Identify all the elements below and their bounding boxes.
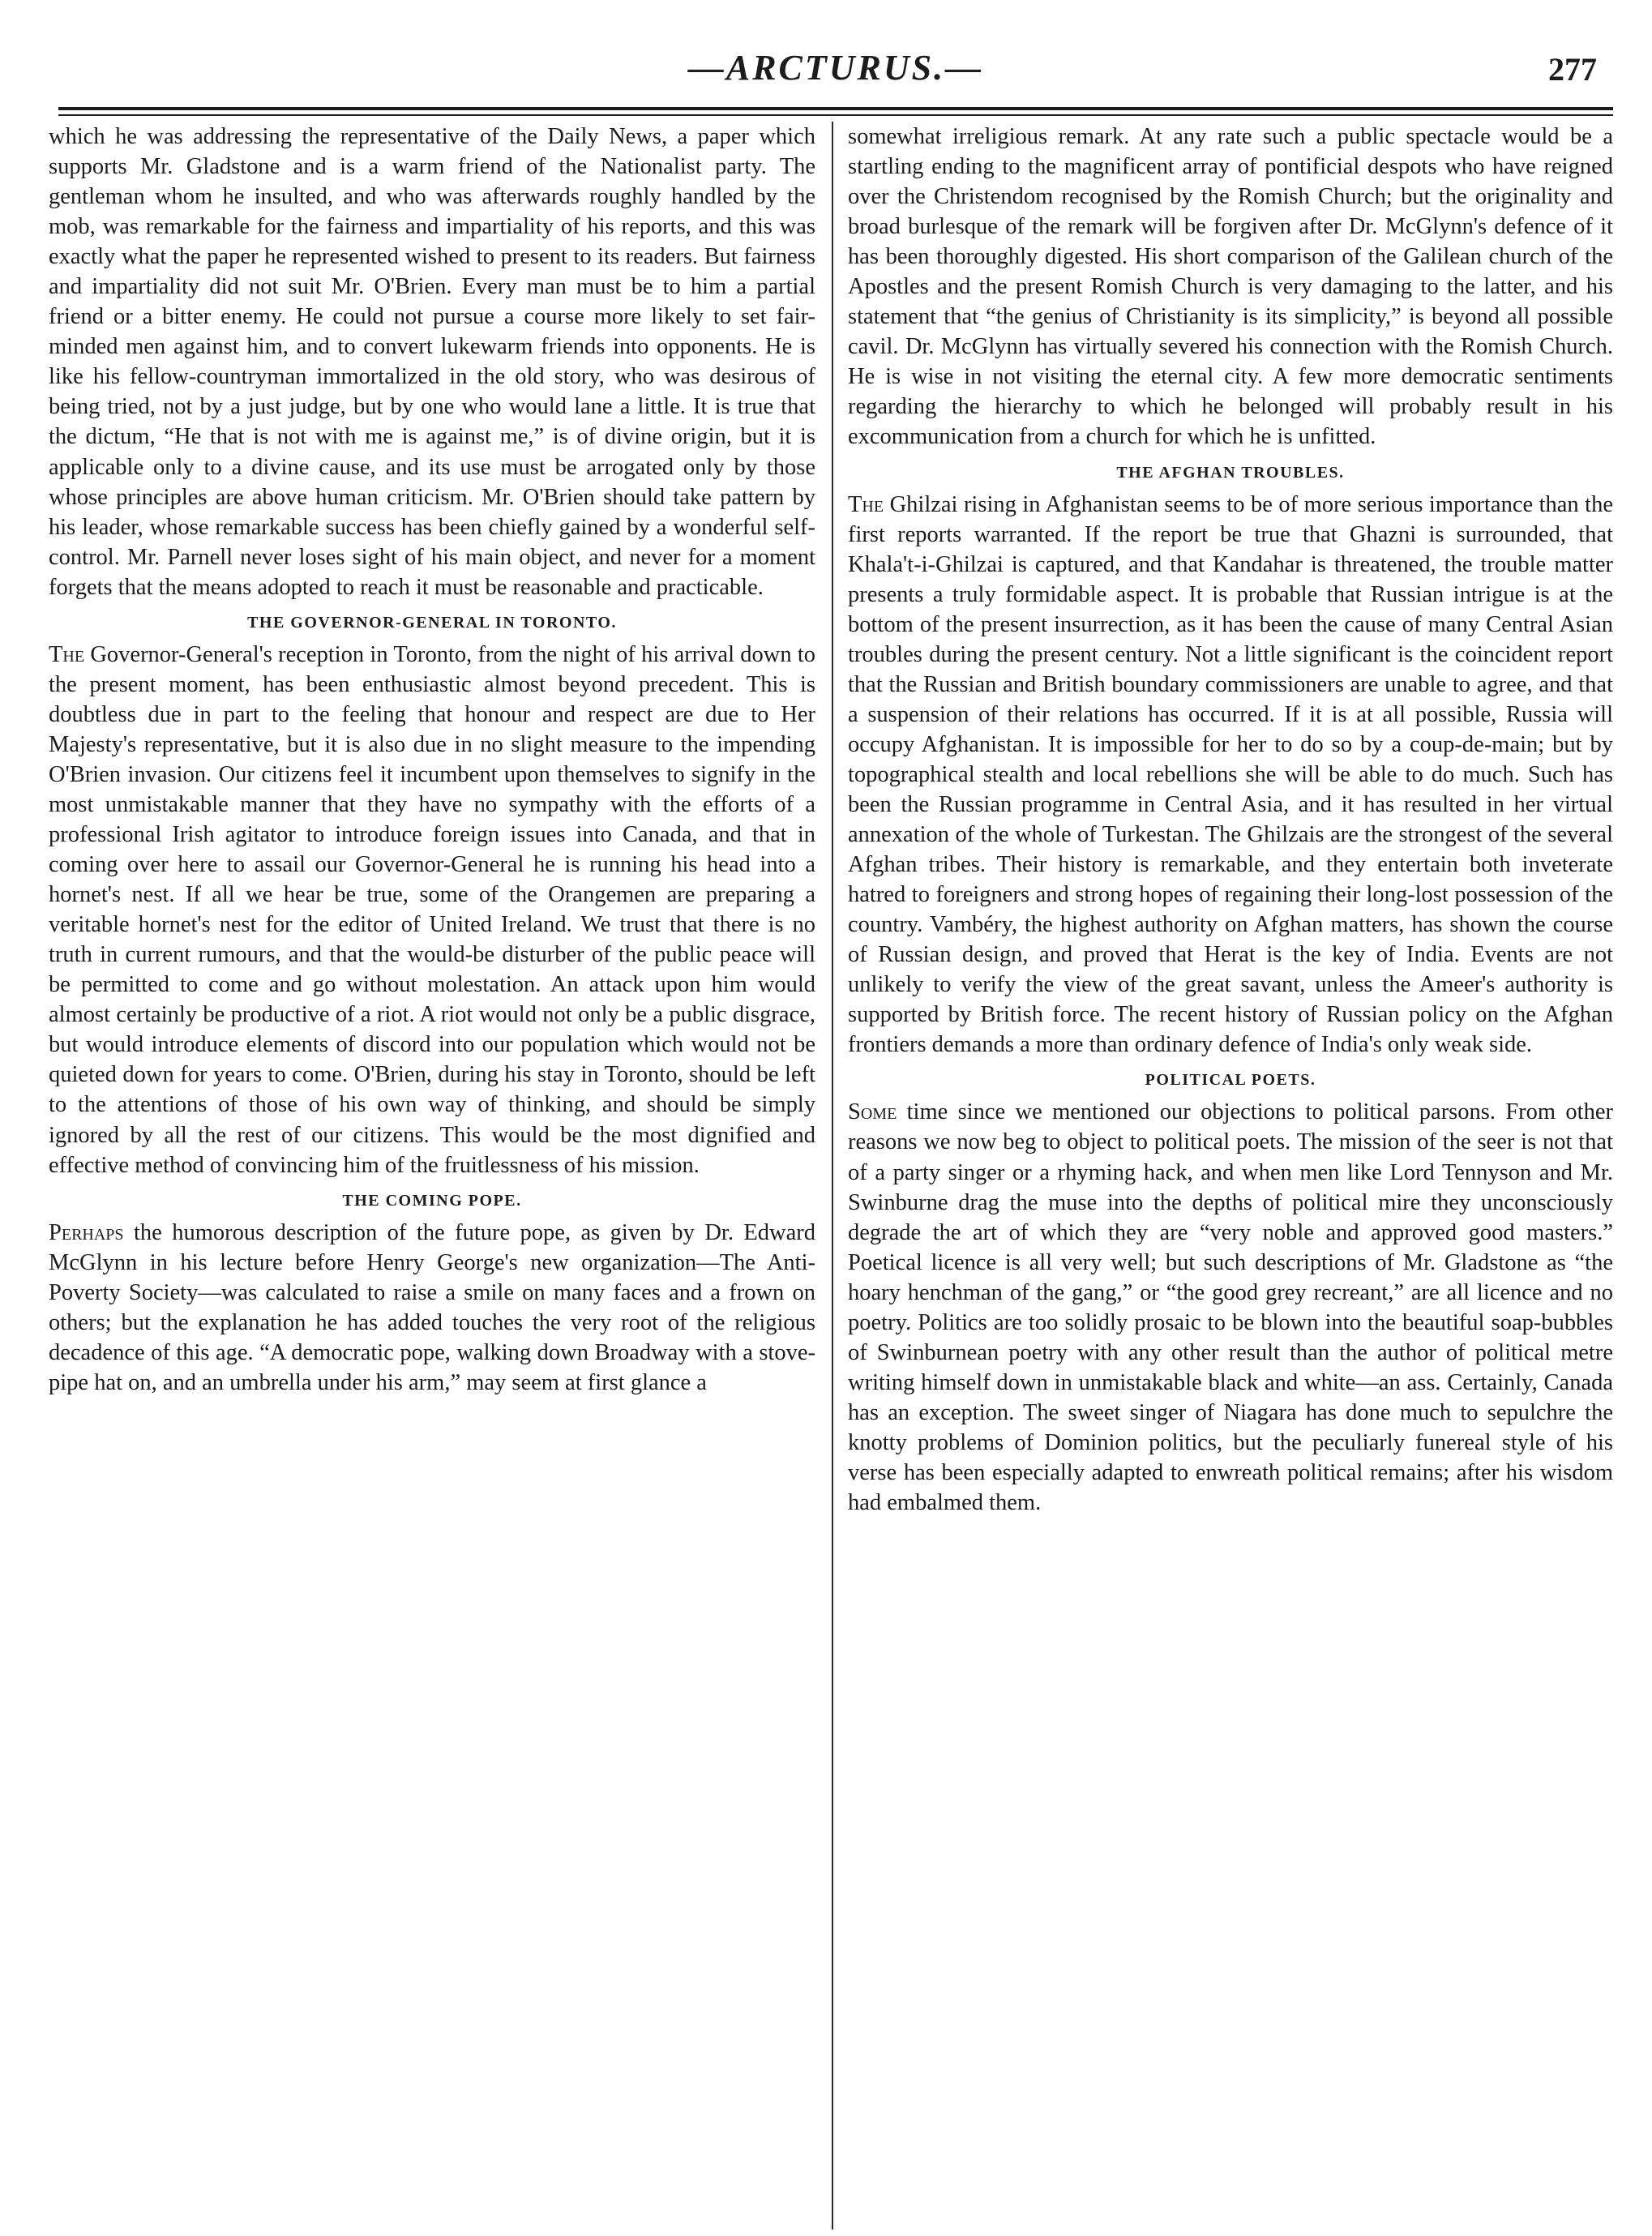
lead-word: The — [49, 641, 85, 667]
column-divider — [832, 122, 833, 2230]
right-column — [848, 122, 1613, 2230]
pope-continued-paragraph: somewhat irreligious remark. At any rate such a public spectacle would be a startling ending to the magnificent array of pontificial despots who have reigned over the Christendom recognised by the Romish Church; but the originality and broad burlesque of the remark will be forgiven after Dr. McGlynn's defence of it has been thoroughly digested. His short comparison of the Galilean church of the Apostles and the present Romish Church is very damaging to the latter, and his statement that “the genius of Christianity is its simplicity,” is beyond all possible cavil. Dr. McGlynn has virtually severed his connection with the Romish Church. He is wise in not visiting the eternal city. A few more democratic sentiments regarding the hierarchy to which he belonged will probably result in his excommunication from a church for which he is unfitted. — [848, 124, 1613, 450]
section-heading-afghan: THE AFGHAN TROUBLES. — [1116, 463, 1345, 482]
paragraph-text: time since we mentioned our objections to political parsons. From other reasons we now beg to object to political poets. The mission of the seer is not that of a party singer or a rhyming hack, and when men like Lord Tennyson and Mr. Swinburne drag the muse into the depths of political mire they unconsciously degrade the art of which they are “very noble and approved good masters.” Poetical licence is all very well; but such descriptions of Mr. Gladstone as “the hoary henchman of the gang,” or “the good grey recreant,” are all licence and no poetry. Politics are too solidly prosaic to be blown into the beautiful soap-bubbles of Swinburnean poetry with any other result than the author of political metre writing himself down in unmistakable black and white—an ass. Certainly, Canada has an exception. The sweet singer of Niagara has done much to sepulchre the knotty problems of Dominion politics, but the peculiarly funereal style of his verse has been especially adapted to enwreath political remains; after his wisdom had embalmed them. — [848, 1099, 1613, 1516]
paragraph-text: Governor-General's reception in Toronto, from the night of his arrival down to the present moment, has been enthusiastic almost beyond precedent. This is doubtless due in part to the feeling that honour and respect are due to Her Majesty's representative, but it is also due in no slight measure to the impending O'Brien invasion. Our citizens feel it incumbent upon themselves to signify in the most unmistakable manner that they have no sympathy with the efforts of a professional Irish agitator to introduce foreign issues into Canada, and that in coming over here to assail our Governor-General he is running his head into a hornet's nest. If all we hear be true, some of the Orangemen are preparing a veritable hornet's nest for the editor of United Ireland. We trust that there is no truth in current rumours, and that the would-be disturber of the public peace will be permitted to come and go without molestation. An attack upon him would almost certainly be productive of a riot. A riot would not only be a public disgrace, but would introduce elements of discord into our population which would not be quieted down for years to come. O'Brien, during his stay in Toronto, should be left to the attentions of those of his own way of thinking, and should be simply ignored by all the rest of our citizens. This would be the most dignified and effective method of convincing him of the fruitlessness of his mission. — [49, 641, 815, 1178]
journal-title: —ARCTURUS.— — [687, 48, 984, 88]
page-header — [58, 47, 1613, 104]
lead-word: Perhaps — [49, 1219, 124, 1245]
section-heading-governor: THE GOVERNOR-GENERAL IN TORONTO. — [247, 613, 617, 632]
section-body-poets — [848, 1097, 1613, 1518]
section-body-governor — [49, 640, 815, 1180]
continued-paragraph: which he was addressing the representative of the Daily News, a paper which supports Mr. Gladstone and is a warm friend of the Nationalist party. The gentleman whom he insulted, and who was afterwards roughly handled by the mob, was remarkable for the fairness and impartiality of his reports, and this was exactly what the paper he represented wished to present to its readers. But fairness and impartiality did not suit Mr. O'Brien. Every man must be to him a partial friend or a bitter enemy. He could not pursue a course more likely to set fair-minded men against him, and to convert lukewarm friends into opponents. He is like his fellow-countryman immortalized in the old story, who was desirous of being tried, not by a just judge, but by one who would lane a little. It is true that the dictum, “He that is not with me is against me,” is of divine origin, but it is applicable only to a divine cause, and its use must be arrogated only by those whose principles are above human criticism. Mr. O'Brien should take pattern by his leader, whose remarkable success has been chiefly gained by a wonderful self-control. Mr. Parnell never loses sight of his main object, and never for a moment forgets that the means adopted to reach it must be reasonable and practicable. — [49, 124, 815, 600]
header-rule-thick — [58, 107, 1613, 110]
left-column — [49, 122, 815, 2230]
section-heading-poets: POLITICAL POETS. — [1145, 1071, 1316, 1090]
section-body-pope — [49, 1218, 815, 1398]
page-number: 277 — [1548, 51, 1597, 88]
header-rule-thin — [58, 114, 1613, 116]
lead-word: Some — [848, 1099, 897, 1125]
paragraph-text: the humorous description of the future pope, as given by Dr. Edward McGlynn in his lecture before Henry George's new organization—The Anti-Poverty Society—was calculated to raise a smile on many faces and a frown on others; but the explanation he has added touches the very root of the religious decadence of this age. “A democratic pope, walking down Broadway with a stove-pipe hat on, and an umbrella under his arm,” may seem at first glance a — [49, 1219, 815, 1395]
section-heading-pope: THE COMING POPE. — [342, 1191, 522, 1210]
paragraph-text: Ghilzai rising in Afghanistan seems to be of more serious importance than the first reports warranted. If the report be true that Ghazni is surrounded, that Khala't-i-Ghilzai is captured, and that Kandahar is threatened, the trouble matter presents a truly formidable aspect. It is probable that Russian intrigue is at the bottom of the present insurrection, as it has been the cause of many Central Asian troubles during the present century. Not a little significant is the coincident report that the Russian and British boundary commissioners are unable to agree, and that a suspension of their relations has occurred. If it is at all possible, Russia will occupy Afghanistan. It is impossible for her to do so by a coup-de-main; but by topographical stealth and local rebellions she will be able to do much. Such has been the Russian programme in Central Asia, and it has resulted in her virtual annexation of the whole of Turkestan. The Ghilzais are the strongest of the several Afghan tribes. Their history is remarkable, and they entertain both inveterate hatred to foreigners and strong hopes of regaining their long-lost possession of the country. Vambéry, the highest authority on Afghan matters, has shown the course of Russian design, and proved that Herat is the key of India. Events are not unlikely to verify the view of the great savant, unless the Ameer's authority is supported by British force. The recent history of Russian policy on the Afghan frontiers demands a more than ordinary defence of India's only weak side. — [848, 491, 1613, 1058]
section-body-afghan — [848, 490, 1613, 1060]
lead-word: The — [848, 491, 884, 517]
